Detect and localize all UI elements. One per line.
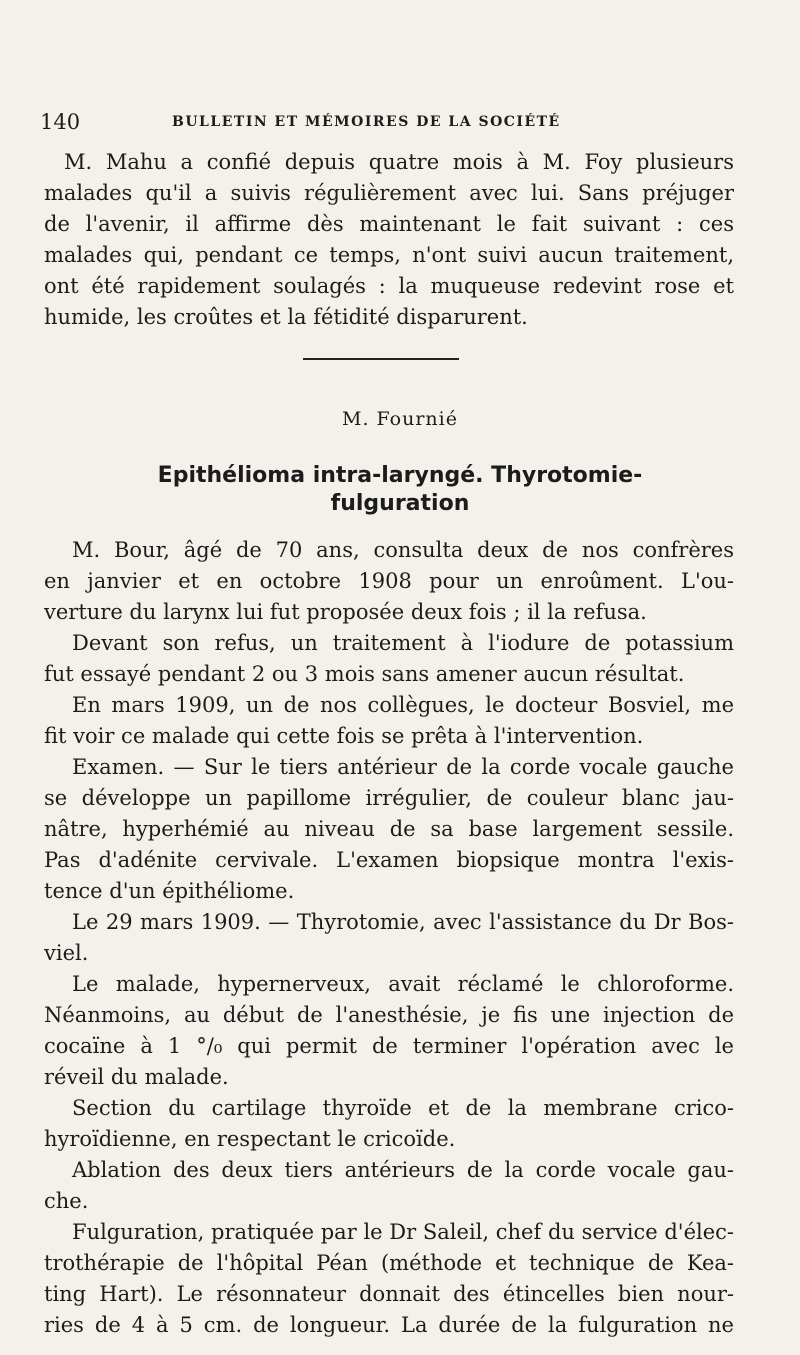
page-number: 140: [40, 110, 81, 134]
text-line: Fulguration, pratiquée par le Dr Saleil, chef du service d'élec-: [72, 1220, 734, 1244]
text-line: nâtre, hyperhémié au niveau de sa base largement sessile.: [44, 817, 734, 841]
text-line: Devant son refus, un traitement à l'iodure de potassium: [72, 631, 734, 655]
text-line: tence d'un épithéliome.: [44, 879, 295, 903]
page-header: [40, 110, 740, 140]
text-line: en janvier et en octobre 1908 pour un enroûment. L'ou-: [44, 569, 734, 593]
text-line: M. Bour, âgé de 70 ans, consulta deux de nos confrères: [72, 538, 734, 562]
text-line: malades qu'il a suivis régulièrement avec lui. Sans préjuger: [44, 181, 734, 205]
text-line: En mars 1909, un de nos collègues, le docteur Bosviel, me: [72, 693, 734, 717]
text-line: ont été rapidement soulagés : la muqueuse redevint rose et: [44, 274, 734, 298]
text-line: malades qui, pendant ce temps, n'ont suivi aucun traitement,: [44, 243, 734, 267]
section-divider: [303, 358, 459, 360]
title-line: fulguration: [330, 491, 470, 516]
text-line: fit voir ce malade qui cette fois se prêta à l'intervention.: [44, 724, 644, 748]
text-line: viel.: [44, 941, 89, 965]
text-line: réveil du malade.: [44, 1065, 229, 1089]
text-line: Pas d'adénite cervivale. L'examen biopsique montra l'exis-: [44, 848, 734, 872]
text-line: ries de 4 à 5 cm. de longueur. La durée de la fulguration ne: [44, 1313, 734, 1337]
text-line: fut essayé pendant 2 ou 3 mois sans amener aucun résultat.: [44, 662, 685, 686]
text-line: hyroïdienne, en respectant le cricoïde.: [44, 1127, 456, 1151]
title-line: Epithélioma intra-laryngé. Thyrotomie-: [157, 463, 643, 488]
text-line: cocaïne à 1 °/₀ qui permit de terminer l'opération avec le: [44, 1034, 734, 1058]
article-author: M. Fournié: [342, 408, 458, 430]
text-line: trothérapie de l'hôpital Péan (méthode et technique de Kea-: [44, 1251, 734, 1275]
text-line: Néanmoins, au début de l'anesthésie, je fis une injection de: [44, 1003, 734, 1027]
text-line: Le malade, hypernerveux, avait réclamé le chloroforme.: [72, 972, 734, 996]
text-line: Section du cartilage thyroïde et de la membrane crico-: [72, 1096, 734, 1120]
text-line: Examen. — Sur le tiers antérieur de la corde vocale gauche: [72, 755, 734, 779]
text-line: humide, les croûtes et la fétidité disparurent.: [44, 305, 528, 329]
running-head: BULLETIN ET MÉMOIRES DE LA SOCIÉTÉ: [172, 114, 561, 130]
text-line: che.: [44, 1189, 89, 1213]
article-title: [0, 462, 800, 518]
text-line: verture du larynx lui fut proposée deux fois ; il la refusa.: [44, 600, 647, 624]
text-line: M. Mahu a confié depuis quatre mois à M. Foy plusieurs: [64, 150, 734, 174]
text-line: ting Hart). Le résonnateur donnait des étincelles bien nour-: [44, 1282, 734, 1306]
article-body: [44, 535, 734, 1341]
text-line: de l'avenir, il affirme dès maintenant le fait suivant : ces: [44, 212, 734, 236]
text-line: Ablation des deux tiers antérieurs de la corde vocale gau-: [72, 1158, 734, 1182]
text-line: Le 29 mars 1909. — Thyrotomie, avec l'assistance du Dr Bos-: [72, 910, 734, 934]
intro-paragraph: [44, 147, 734, 333]
text-line: se développe un papillome irrégulier, de couleur blanc jau-: [44, 786, 734, 810]
